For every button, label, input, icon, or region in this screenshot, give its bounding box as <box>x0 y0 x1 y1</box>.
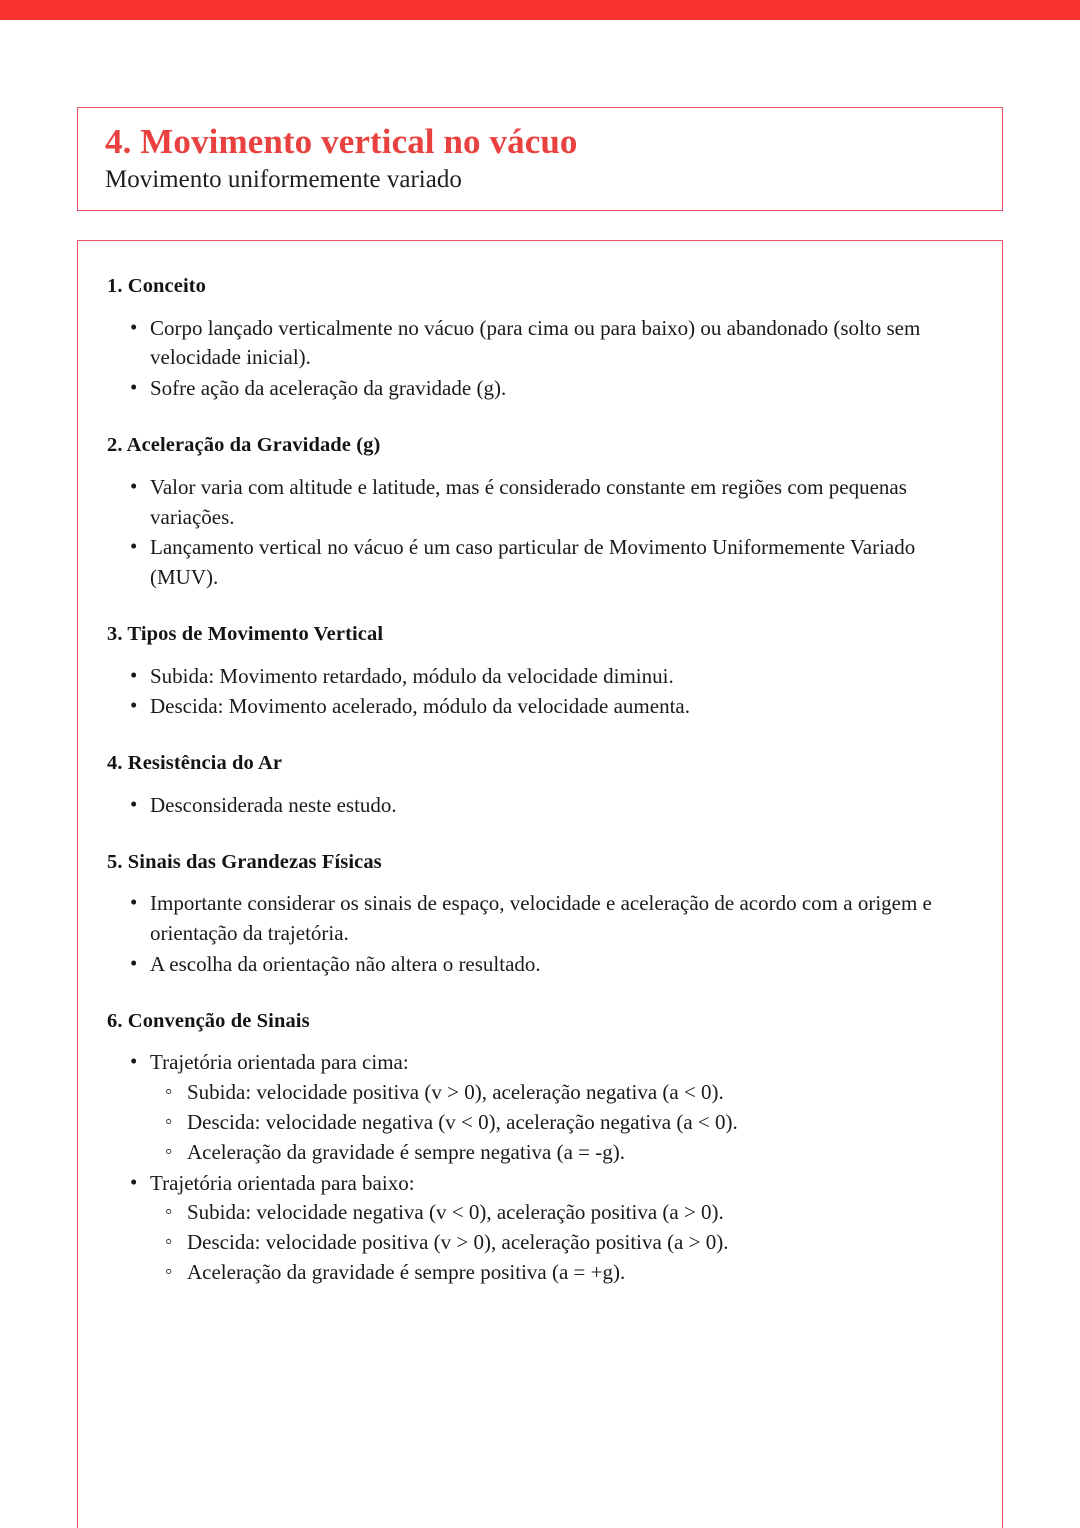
list-item <box>107 1048 974 1167</box>
list-item-text: A escolha da orientação não altera o resultado. <box>150 951 541 976</box>
list-item-text: Importante considerar os sinais de espaço, velocidade e aceleração de acordo com a origem e orientação da trajetória. <box>150 891 932 946</box>
sub-bullet-list <box>150 1198 974 1287</box>
section <box>107 273 974 404</box>
header-content <box>78 108 1002 195</box>
document-content-box <box>77 240 1003 1528</box>
sub-list-item <box>150 1198 974 1228</box>
list-item-text: Sofre ação da aceleração da gravidade (g). <box>150 376 507 401</box>
bullet-list <box>107 662 974 723</box>
list-item <box>107 473 974 533</box>
section <box>107 750 974 820</box>
section-heading: 5. Sinais das Grandezas Físicas <box>107 850 382 873</box>
sub-list-item-text: Subida: velocidade negativa (v < 0), aceleração positiva (a > 0). <box>187 1200 724 1225</box>
section-heading: 3. Tipos de Movimento Vertical <box>107 622 384 645</box>
sub-list-item <box>150 1138 974 1168</box>
list-item <box>107 1169 974 1288</box>
sections-container <box>78 241 1002 1329</box>
section <box>107 621 974 722</box>
list-item-text: Trajetória orientada para cima: <box>150 1050 409 1075</box>
list-item <box>107 692 974 722</box>
list-item-text: Descida: Movimento acelerado, módulo da velocidade aumenta. <box>150 694 690 719</box>
sub-list-item <box>150 1108 974 1138</box>
page-title: 4. Movimento vertical no vácuo <box>105 122 578 161</box>
page-subtitle: Movimento uniformemente variado <box>105 166 462 194</box>
list-item <box>107 950 974 980</box>
sub-list-item <box>150 1078 974 1108</box>
bullet-list <box>107 314 974 404</box>
sub-list-item-text: Aceleração da gravidade é sempre positiva (a = +g). <box>187 1260 626 1285</box>
sub-list-item <box>150 1258 974 1288</box>
list-item-text: Corpo lançado verticalmente no vácuo (para cima ou para baixo) ou abandonado (solto sem velocidade inicial). <box>150 315 921 370</box>
document-header-box <box>77 107 1003 211</box>
sub-list-item-text: Aceleração da gravidade é sempre negativa (a = -g). <box>187 1139 626 1164</box>
section <box>107 849 974 980</box>
bullet-list <box>107 791 974 821</box>
bullet-list <box>107 889 974 979</box>
bullet-list <box>107 1048 974 1288</box>
list-item-text: Lançamento vertical no vácuo é um caso particular de Movimento Uniformemente Variado (MUV). <box>150 535 916 590</box>
section-heading: 4. Resistência do Ar <box>107 752 283 775</box>
list-item <box>107 314 974 374</box>
list-item-text: Valor varia com altitude e latitude, mas é considerado constante em regiões com pequenas variações. <box>150 474 907 529</box>
sub-bullet-list <box>150 1078 974 1167</box>
bullet-list <box>107 473 974 593</box>
list-item-text: Subida: Movimento retardado, módulo da velocidade diminui. <box>150 663 674 688</box>
sub-list-item-text: Subida: velocidade positiva (v > 0), aceleração negativa (a < 0). <box>187 1080 724 1105</box>
list-item-text: Desconsiderada neste estudo. <box>150 792 397 817</box>
list-item <box>107 374 974 404</box>
section-heading: 1. Conceito <box>107 275 207 297</box>
list-item <box>107 533 974 593</box>
sub-list-item-text: Descida: velocidade positiva (v > 0), aceleração positiva (a > 0). <box>187 1230 729 1255</box>
list-item <box>107 791 974 821</box>
section <box>107 1008 974 1288</box>
sub-list-item-text: Descida: velocidade negativa (v < 0), aceleração negativa (a < 0). <box>187 1110 738 1135</box>
sub-list-item <box>150 1228 974 1258</box>
section-heading: 6. Convenção de Sinais <box>107 1009 310 1032</box>
list-item-text: Trajetória orientada para baixo: <box>150 1170 415 1195</box>
list-item <box>107 889 974 949</box>
section-heading: 2. Aceleração da Gravidade (g) <box>107 434 381 457</box>
section <box>107 432 974 593</box>
top-accent-bar <box>0 0 1080 20</box>
list-item <box>107 662 974 692</box>
